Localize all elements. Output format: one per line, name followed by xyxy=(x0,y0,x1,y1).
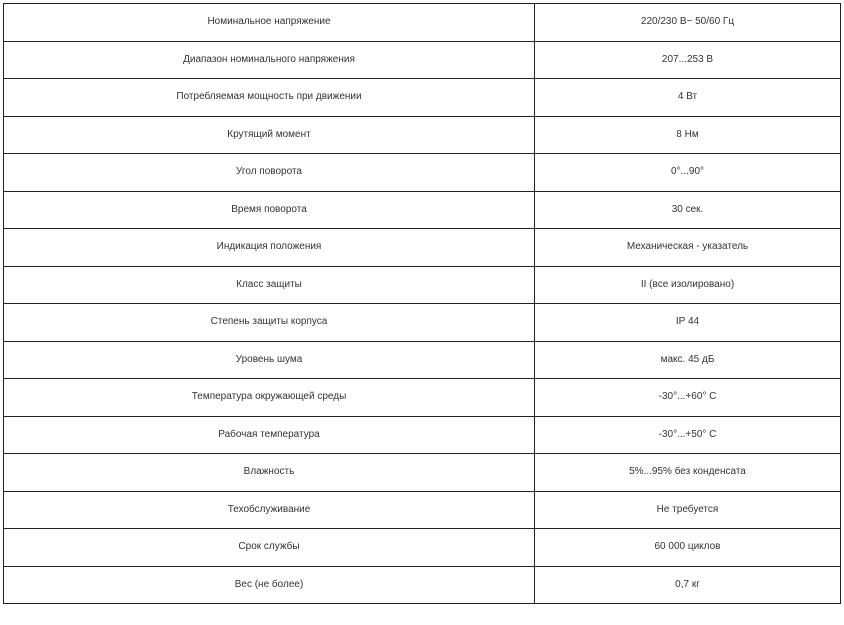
value-cell: 60 000 циклов xyxy=(535,529,841,567)
value-cell: Не требуется xyxy=(535,491,841,529)
table-row xyxy=(4,304,841,342)
table-row xyxy=(4,454,841,492)
table-row xyxy=(4,229,841,267)
value-cell: -30°...+50° С xyxy=(535,416,841,454)
param-cell: Влажность xyxy=(4,454,535,492)
param-cell: Угол поворота xyxy=(4,154,535,192)
table-row xyxy=(4,529,841,567)
table-row xyxy=(4,116,841,154)
param-cell: Рабочая температура xyxy=(4,416,535,454)
param-cell: Класс защиты xyxy=(4,266,535,304)
param-cell: Номинальное напряжение xyxy=(4,4,535,42)
value-cell: макс. 45 дБ xyxy=(535,341,841,379)
value-cell: Механическая - указатель xyxy=(535,229,841,267)
value-cell: 220/230 В~ 50/60 Гц xyxy=(535,4,841,42)
table-row xyxy=(4,191,841,229)
table-row xyxy=(4,4,841,42)
value-cell: -30°...+60° С xyxy=(535,379,841,417)
param-cell: Диапазон номинального напряжения xyxy=(4,41,535,79)
value-cell: IP 44 xyxy=(535,304,841,342)
param-cell: Индикация положения xyxy=(4,229,535,267)
value-cell: 207...253 В xyxy=(535,41,841,79)
value-cell: 30 сек. xyxy=(535,191,841,229)
param-cell: Техобслуживание xyxy=(4,491,535,529)
table-row xyxy=(4,79,841,117)
table-row xyxy=(4,379,841,417)
param-cell: Температура окружающей среды xyxy=(4,379,535,417)
value-cell: 5%...95% без конденсата xyxy=(535,454,841,492)
table-row xyxy=(4,416,841,454)
param-cell: Степень защиты корпуса xyxy=(4,304,535,342)
table-row xyxy=(4,266,841,304)
value-cell: 4 Вт xyxy=(535,79,841,117)
param-cell: Срок службы xyxy=(4,529,535,567)
param-cell: Время поворота xyxy=(4,191,535,229)
spec-table xyxy=(3,3,841,604)
table-row xyxy=(4,41,841,79)
value-cell: 0,7 кг xyxy=(535,566,841,604)
param-cell: Вес (не более) xyxy=(4,566,535,604)
value-cell: 8 Нм xyxy=(535,116,841,154)
table-row xyxy=(4,154,841,192)
table-row xyxy=(4,341,841,379)
param-cell: Уровень шума xyxy=(4,341,535,379)
table-row xyxy=(4,566,841,604)
value-cell: II (все изолировано) xyxy=(535,266,841,304)
table-row xyxy=(4,491,841,529)
param-cell: Крутящий момент xyxy=(4,116,535,154)
value-cell: 0°...90° xyxy=(535,154,841,192)
param-cell: Потребляемая мощность при движении xyxy=(4,79,535,117)
